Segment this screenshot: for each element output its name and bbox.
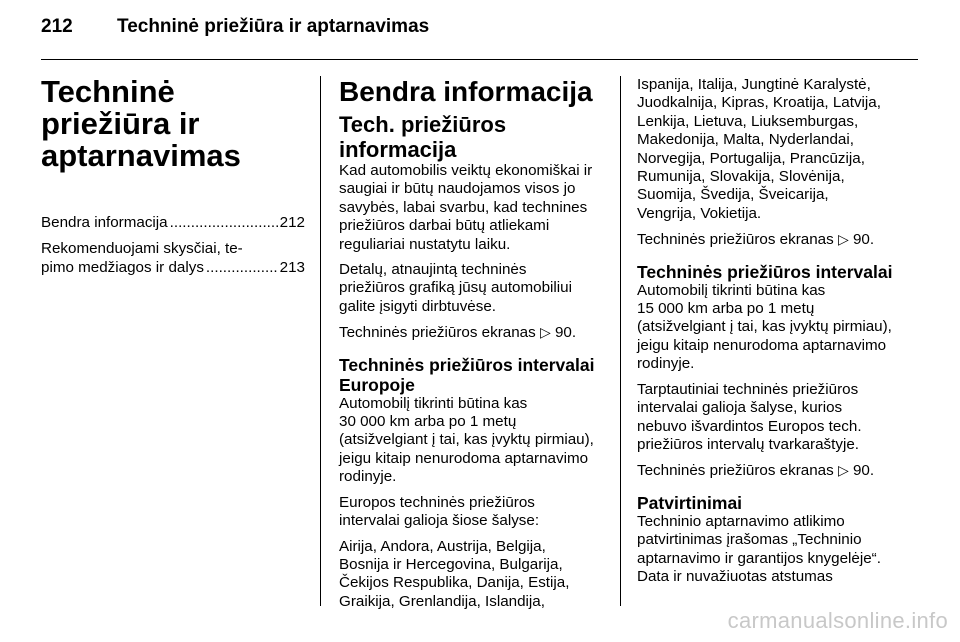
- text-line: (atsižvelgiant į tai, kas įvyktų pirmiau),: [339, 431, 594, 449]
- left-column: [41, 76, 305, 285]
- header-rule: [41, 59, 918, 60]
- cross-reference-page: 90.: [852, 231, 875, 249]
- text-line: intervalai galioja šalyse, kurios: [637, 399, 843, 417]
- text-line: savybės, labai svarbu, kad technines: [339, 198, 588, 216]
- chapter-title: [41, 76, 305, 172]
- running-title: Techninė priežiūra ir aptarnavimas: [117, 16, 430, 37]
- cross-reference-text: Techninės priežiūros ekranas: [637, 231, 834, 249]
- text-line: Lenkija, Lietuva, Liuksemburgas,: [637, 112, 859, 130]
- heading-line: Europoje: [339, 374, 415, 395]
- middle-column: [339, 76, 609, 618]
- paragraph: [339, 538, 609, 612]
- text-line: Bosnija ir Hercegovina, Bulgarija,: [339, 555, 563, 573]
- toc-entry[interactable]: [41, 240, 305, 277]
- paragraph: [637, 513, 917, 587]
- toc-page-number: 212: [279, 214, 305, 231]
- paragraph: [339, 494, 609, 531]
- page-reference-arrow-icon: ▷: [837, 462, 849, 479]
- section-title: Bendra informacija: [339, 76, 593, 107]
- right-column: [637, 76, 917, 593]
- text-line: priežiūros grafiką jūsų automobiliui: [339, 279, 572, 297]
- text-line: reguliariai nustatytu laiku.: [339, 235, 511, 253]
- toc-entry-text: Rekomenduojami skysčiai, te-: [41, 240, 243, 258]
- text-line: Rumunija, Slovakija, Slovėnija,: [637, 168, 845, 186]
- text-line: Detalų, atnaujintą techninės: [339, 261, 527, 279]
- page-reference-arrow-icon: ▷: [837, 231, 849, 248]
- cross-reference[interactable]: [637, 230, 917, 249]
- text-line: Kad automobilis veiktų ekonomiškai ir: [339, 162, 593, 179]
- heading-line: Techninės priežiūros intervalai: [339, 354, 595, 375]
- text-line: Airija, Andora, Austrija, Belgija,: [339, 537, 546, 555]
- text-line: galite įsigyti dirbtuvėse.: [339, 297, 497, 315]
- europe-intervals-heading: [339, 355, 609, 395]
- cross-reference-page: 90.: [554, 324, 577, 342]
- text-line: Suomija, Švedija, Šveicarija,: [637, 186, 829, 204]
- chapter-title-line: aptarnavimas: [41, 138, 241, 173]
- text-line: rodinyje.: [339, 468, 397, 486]
- sub-title-line: Tech. priežiūros: [339, 112, 507, 137]
- cross-reference-text: Techninės priežiūros ekranas: [637, 462, 834, 480]
- text-line: Makedonija, Malta, Nyderlandai,: [637, 131, 854, 149]
- text-line: jeigu kitaip nenurodoma aptarnavimo: [637, 336, 887, 354]
- text-line: Europos techninės priežiūros: [339, 493, 535, 511]
- cross-reference[interactable]: [637, 461, 917, 480]
- watermark: carmanualsonline.info: [727, 608, 948, 633]
- text-line: rodinyje.: [637, 355, 695, 373]
- toc-entry-text: Bendra informacija: [41, 214, 168, 231]
- text-line: Techninio aptarnavimo atlikimo: [637, 512, 845, 530]
- text-line: Vengrija, Vokietija.: [637, 204, 762, 222]
- text-line: Automobilį tikrinti būtina kas: [339, 394, 528, 412]
- table-of-contents: [41, 214, 305, 277]
- column-divider-right: [620, 76, 621, 606]
- text-line: priežiūros intervalų tvarkaraštyje.: [637, 435, 859, 453]
- text-line: Data ir nuvažiuotas atstumas: [637, 567, 833, 585]
- text-line: priežiūros darbai būtų atliekami: [339, 217, 550, 235]
- sub-title-line: informacija: [339, 137, 457, 162]
- cross-reference-text: Techninės priežiūros ekranas: [339, 324, 536, 342]
- text-line: intervalai galioja šiose šalyse:: [339, 512, 540, 530]
- text-line: (atsižvelgiant į tai, kas įvyktų pirmiau),: [637, 318, 892, 336]
- text-line: Graikija, Grenlandija, Islandija,: [339, 592, 545, 610]
- paragraph: [339, 261, 609, 316]
- toc-entry-text: pimo medžiagos ir dalys: [41, 258, 204, 276]
- text-line: Čekijos Respublika, Danija, Estija,: [339, 574, 570, 592]
- text-line: patvirtinimas įrašomas „Techninio: [637, 531, 862, 549]
- sub-title: [339, 112, 609, 162]
- text-line: 15 000 km arba po 1 metų: [637, 300, 815, 318]
- cross-reference[interactable]: [339, 323, 609, 342]
- text-line: saugiai ir būtų naudojamos visos jo: [339, 180, 576, 198]
- intervals-heading: Techninės priežiūros intervalai: [637, 261, 893, 282]
- page-reference-arrow-icon: ▷: [539, 324, 551, 341]
- text-line: nebuvo išvardintos Europos tech.: [637, 417, 862, 435]
- cross-reference-page: 90.: [852, 462, 875, 480]
- text-line: 30 000 km arba po 1 metų: [339, 413, 517, 431]
- text-line: Tarptautiniai techninės priežiūros: [637, 380, 859, 398]
- toc-leader-dots: [170, 214, 278, 232]
- column-divider-left: [320, 76, 321, 606]
- toc-entry[interactable]: [41, 214, 305, 232]
- text-line: Automobilį tikrinti būtina kas: [637, 281, 826, 299]
- page-number: 212: [41, 16, 73, 37]
- text-line: aptarnavimo ir garantijos knygelėje“.: [637, 549, 881, 567]
- text-line: jeigu kitaip nenurodoma aptarnavimo: [339, 449, 589, 467]
- text-line: Norvegija, Portugalija, Prancūzija,: [637, 149, 865, 167]
- paragraph: [637, 282, 917, 374]
- text-line: Ispanija, Italija, Jungtinė Karalystė,: [637, 76, 871, 93]
- paragraph: [637, 381, 917, 455]
- toc-page-number: 213: [279, 258, 305, 276]
- chapter-title-line: Techninė priežiūra ir: [41, 74, 200, 141]
- toc-leader-dots: [206, 259, 278, 277]
- paragraph: [339, 395, 609, 487]
- paragraph: [339, 162, 609, 254]
- paragraph: [637, 76, 917, 223]
- confirmations-heading: Patvirtinimai: [637, 492, 743, 513]
- text-line: Juodkalnija, Kipras, Kroatija, Latvija,: [637, 94, 881, 112]
